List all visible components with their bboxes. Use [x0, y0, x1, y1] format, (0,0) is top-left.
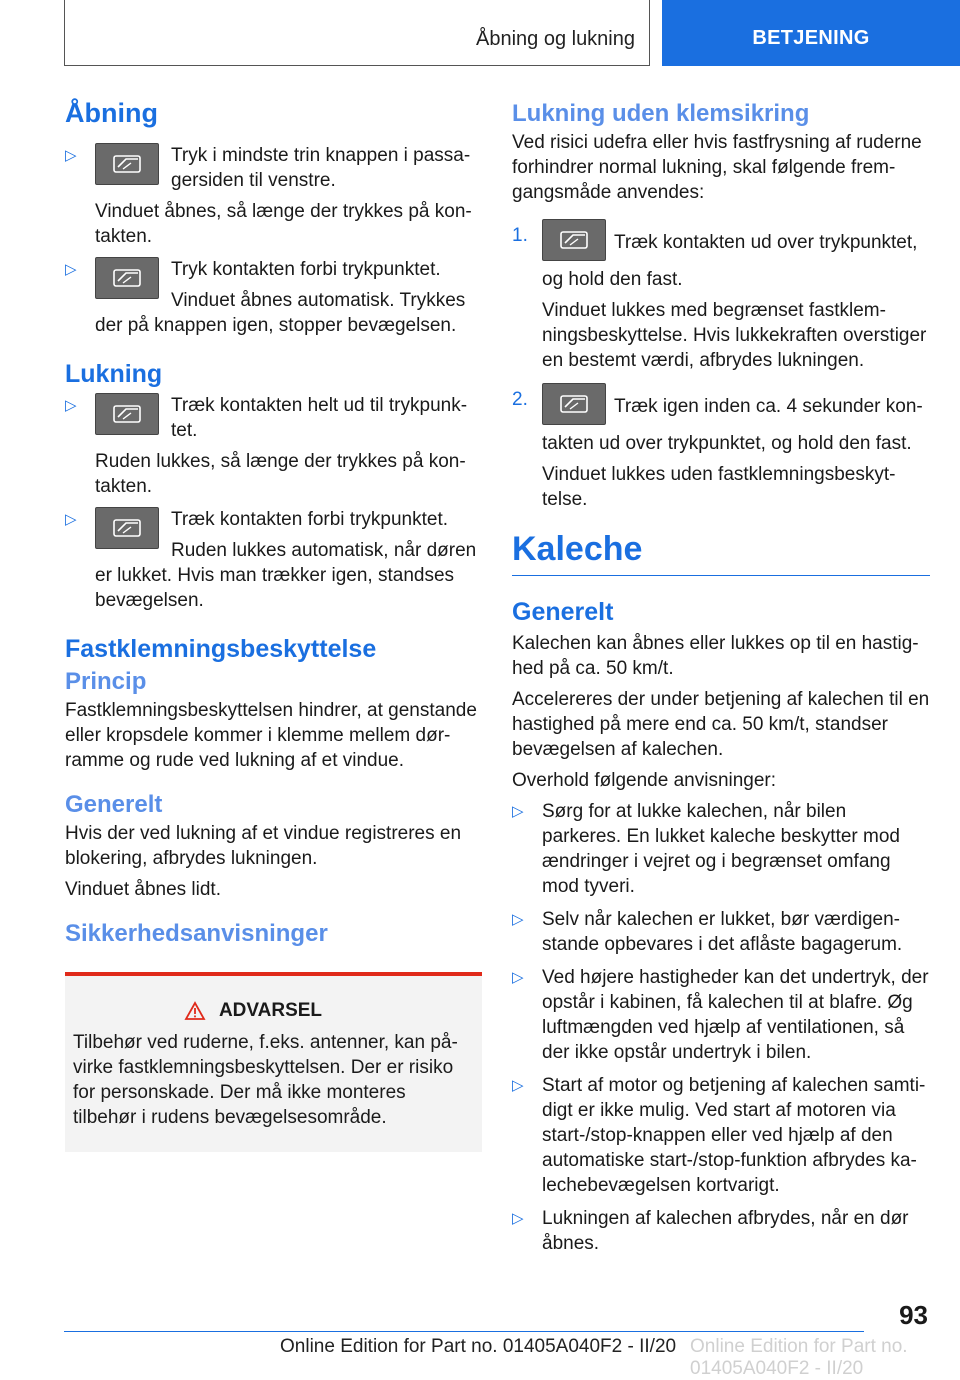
triangle-right-icon: ▷ — [512, 803, 524, 820]
kaleche-text-1: Kalechen kan åbnes eller lukkes op til en hastig-hed på ca. 50 km/t. — [512, 633, 919, 679]
step-sub-text: Vinduet lukkes med begrænset fastklem-ningsbeskyttelse. Hvis lukkekraften overstiger en bestemt værdi, afbrydes lukningen. — [542, 300, 927, 371]
step-number: 2. — [512, 389, 528, 410]
header-chapter-tab: BETJENING — [662, 0, 960, 66]
item-main-text: Tryk kontakten forbi trykpunktet. — [171, 259, 441, 280]
numbered-step — [512, 219, 930, 373]
princip-text: Fastklemningsbeskyttelsen hindrer, at genstande eller kropsdele kommer i klemme mellem dør-ramme og rude ved lukning af et vindue. — [65, 700, 477, 771]
footer-watermark: Online Edition for Part no. 01405A040F2 - II/20 — [690, 1336, 908, 1379]
list-item — [512, 965, 930, 1065]
heading-generelt: Generelt — [65, 791, 163, 818]
window-switch-icon — [542, 219, 606, 261]
generelt-text-2: Vinduet åbnes lidt. — [65, 879, 221, 900]
list-item — [512, 1206, 930, 1256]
numbered-step — [512, 383, 930, 512]
triangle-right-icon: ▷ — [65, 511, 77, 528]
header-section-box — [64, 0, 650, 66]
list-item — [65, 507, 482, 613]
left-column — [65, 98, 482, 1152]
triangle-right-icon: ▷ — [512, 1077, 524, 1094]
window-switch-icon — [95, 507, 159, 549]
triangle-right-icon: ▷ — [512, 911, 524, 928]
heading-fastklemning: Fastklemningsbeskyttelse — [65, 635, 377, 663]
triangle-right-icon: ▷ — [512, 1210, 524, 1227]
list-item — [65, 143, 482, 249]
bullet-text: Ved højere hastigheder kan det undertryk, der opstår i kabinen, få kalechen til at blafre. Øg luftmængden ved hjælp af ventilationen, så der ikke opstår undertryk i bilen. — [542, 967, 929, 1063]
item-sub-text: Ruden lukkes, så længe der trykkes på kon-takten. — [95, 451, 466, 497]
list-item — [512, 1073, 930, 1198]
heading-kaleche: Kaleche — [512, 530, 930, 576]
bullet-text: Lukningen af kalechen afbrydes, når en dør åbnes. — [542, 1208, 909, 1254]
list-item — [512, 799, 930, 899]
heading-lukning-uden-klemsikring: Lukning uden klemsikring — [512, 100, 810, 127]
list-item — [65, 393, 482, 499]
step-main-text: Træk kontakten ud over trykpunktet, og hold den fast. — [542, 232, 918, 290]
item-sub-text: Vinduet åbnes, så længe der trykkes på kon-takten. — [95, 201, 472, 247]
item-main-text: Træk kontakten forbi trykpunktet. — [171, 509, 449, 530]
heading-aabning: Åbning — [65, 98, 158, 128]
window-switch-icon — [95, 257, 159, 299]
warning-heading — [73, 1000, 474, 1022]
right-column — [512, 98, 930, 1264]
window-switch-icon — [542, 383, 606, 425]
triangle-right-icon: ▷ — [512, 969, 524, 986]
kaleche-text-3: Overhold følgende anvisninger: — [512, 770, 777, 791]
list-item — [65, 257, 482, 338]
heading-princip: Princip — [65, 668, 147, 695]
triangle-right-icon: ▷ — [65, 147, 77, 164]
warning-triangle-icon — [185, 1002, 205, 1020]
header-section-title: Åbning og lukning — [475, 28, 635, 50]
step-sub-text: Vinduet lukkes uden fastklemningsbeskyt-telse. — [542, 464, 896, 510]
page-header — [0, 0, 960, 66]
bullet-text: Selv når kalechen er lukket, bør værdigen-stande opbevares i det aflåste bagagerum. — [542, 909, 903, 955]
item-sub-text: Ruden lukkes automatisk, når døren er lukket. Hvis man trækker igen, standses bevægelsen. — [95, 540, 477, 611]
item-main-text: Træk kontakten helt ud til trykpunk-tet. — [171, 395, 468, 441]
footer-rule — [64, 1331, 864, 1332]
item-main-text: Tryk i mindste trin knappen i passa-gersiden til venstre. — [171, 145, 471, 191]
warning-text: Tilbehør ved ruderne, f.eks. antenner, kan på-virke fastklemningsbeskyttelsen. Der er risiko for personskade. Der må ikke monteres tilbehør i rudens bevægelsesområde. — [73, 1032, 458, 1128]
heading-sikkerhed: Sikkerhedsanvisninger — [65, 920, 328, 947]
footer-edition: Online Edition for Part no. 01405A040F2 - II/20 — [280, 1336, 677, 1357]
bullet-text: Start af motor og betjening af kalechen samti-digt er ikke mulig. Ved start af motoren via start-/stop-knappen eller ved hjælp af den automatiske start-/stop-funktion afbrydes ka-lechebevægelsen kortvarigt. — [542, 1075, 926, 1196]
warning-title: ADVARSEL — [218, 1000, 323, 1021]
generelt-text-1: Hvis der ved lukning af et vindue registreres en blokering, afbrydes lukningen. — [65, 823, 462, 869]
item-sub-text: Vinduet åbnes automatisk. Trykkes der på knappen igen, stopper bevægelsen. — [95, 290, 466, 336]
kaleche-text-2: Accelereres der under betjening af kalechen til en hastighed på mere end ca. 50 km/t, standser bevægelsen af kalechen. — [512, 689, 930, 760]
uden-text: Ved risici udefra eller hvis fastfrysning af ruderne forhindrer normal lukning, skal følgende frem-gangsmåde anvendes: — [512, 132, 922, 203]
step-number: 1. — [512, 225, 528, 246]
step-main-text: Træk igen inden ca. 4 sekunder kon-takten ud over trykpunktet, og hold den fast. — [542, 396, 923, 454]
window-switch-icon — [95, 393, 159, 435]
heading-lukning: Lukning — [65, 360, 163, 388]
triangle-right-icon: ▷ — [65, 261, 77, 278]
page-number: 93 — [899, 1300, 928, 1330]
triangle-right-icon: ▷ — [65, 397, 77, 414]
window-switch-icon — [95, 143, 159, 185]
list-item — [512, 907, 930, 957]
heading-generelt-kaleche: Generelt — [512, 598, 614, 626]
bullet-text: Sørg for at lukke kalechen, når bilen parkeres. En lukket kaleche beskytter mod ændringer i vejret og i begrænset omfang mod tyveri. — [542, 801, 901, 897]
warning-box — [65, 972, 482, 1152]
